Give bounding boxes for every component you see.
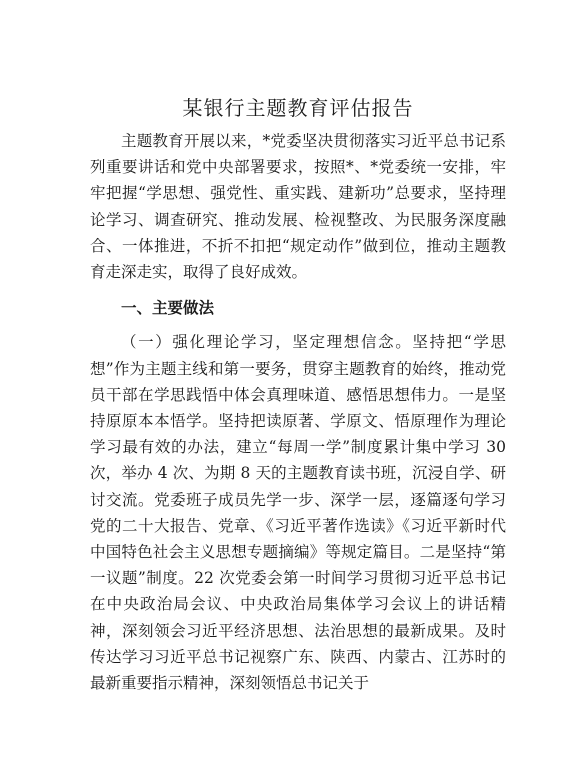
document-title: 某银行主题教育评估报告: [182, 96, 414, 120]
section-heading: 一、主要做法: [121, 298, 215, 318]
section-paragraph: （一）强化理论学习，坚定理想信念。坚持把“学思想”作为主题主线和第一要务，贯穿主题教育的始终，推动党员干部在学思践悟中体会真理味道、感悟思想伟力。一是坚持原原本本悟学。坚持把读原著、学原文、悟原理作为理论学习最有效的办法，建立“每周一学”制度累计集中学习 30 次，举办 4 次、为期 8 天的主题教育读书班，沉浸自学、研讨交流。党委班子成员先学一步、深学一层，逐篇逐句学习党的二十大报告、党章、《习近平著作选读》《习近平新时代中国特色社会主义思想专题摘编》等规定篇目。二是坚持“第一议题”制度。22 次党委会第一时间学习贯彻习近平总书记在中央政治局会议、中央政治局集体学习会议上的讲话精神，深刻领会习近平经济思想、法治思想的最新成果。及时传达学习习近平总书记视察广东、陕西、内蒙古、江苏时的最新重要指示精神，深刻领悟总书记关于: [90, 333, 506, 693]
intro-paragraph: 主题教育开展以来，*党委坚决贯彻落实习近平总书记系列重要讲话和党中央部署要求，按照*、*党委统一安排，牢牢把握“学思想、强党性、重实践、建新功”总要求，坚持理论学习、调查研究、推动发展、检视整改、为民服务深度融合、一体推进，不折不扣把“规定动作”做到位，推动主题教育走深走实，取得了良好成效。: [90, 132, 506, 282]
